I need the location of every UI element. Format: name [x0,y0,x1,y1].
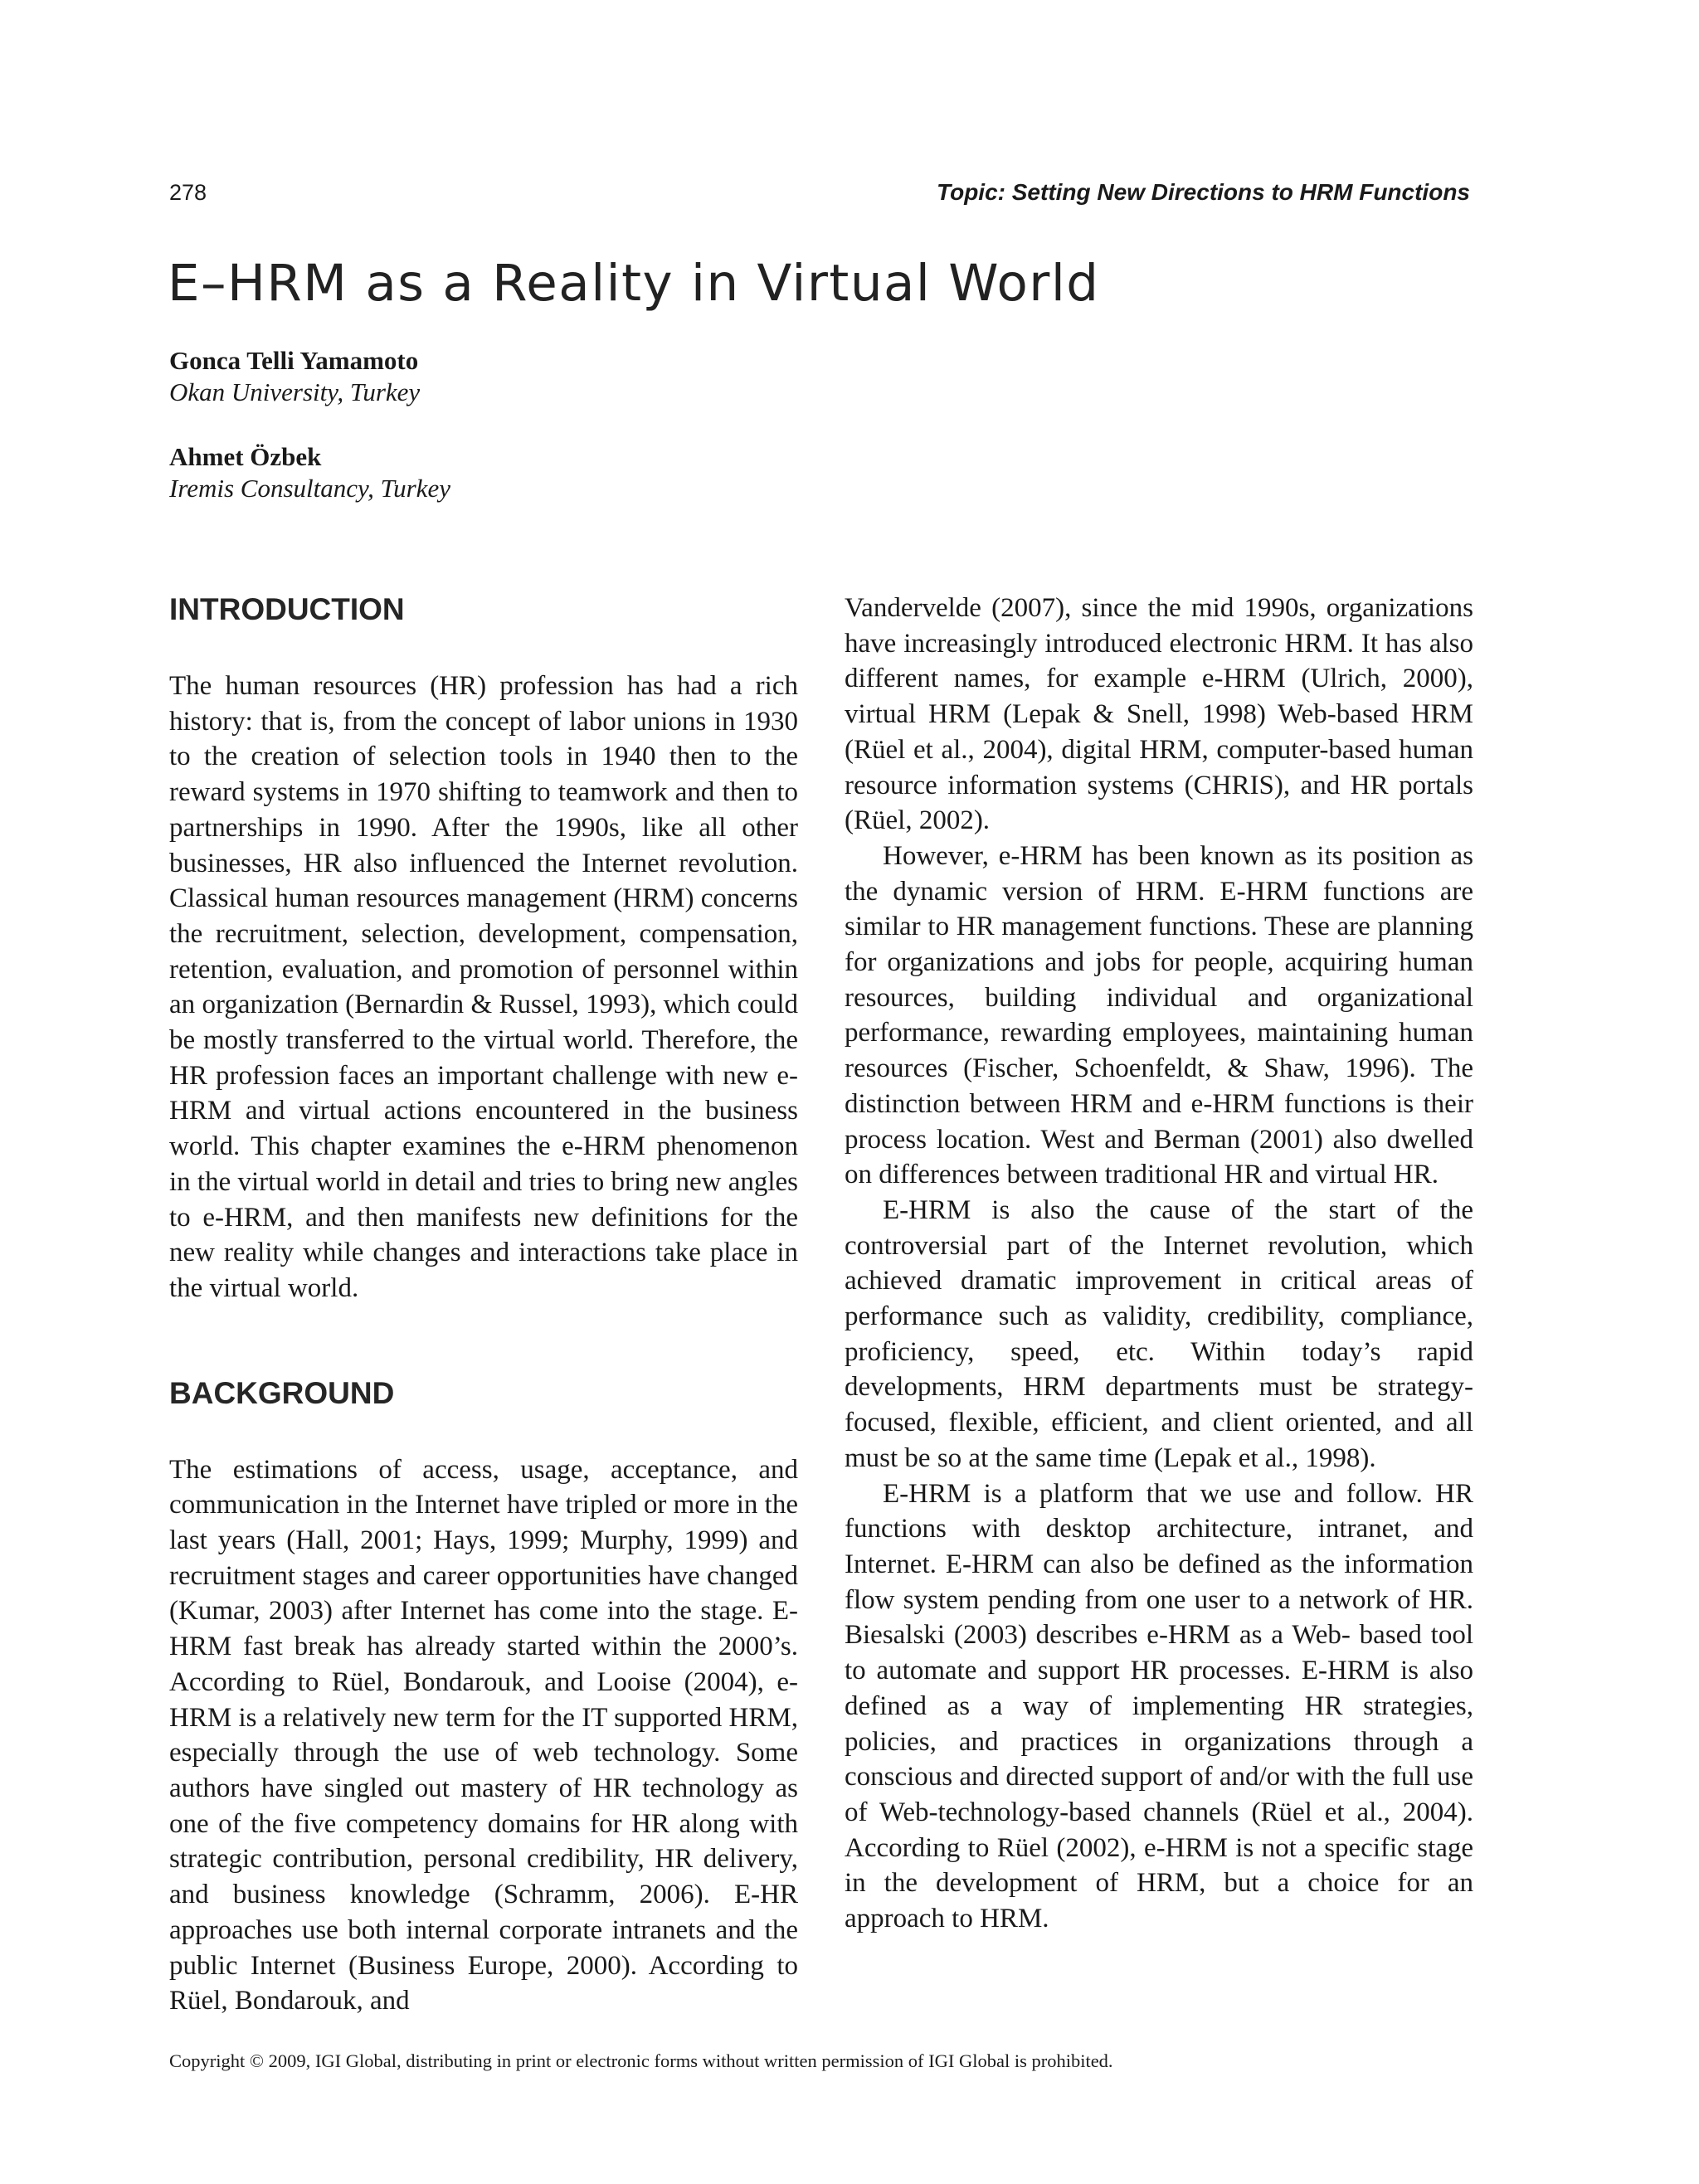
body-paragraph: However, e-HRM has been known as its position as the dynamic version of HRM. E-HRM functions are similar to HR management functions. These are planning for organizations and jobs for people, acquiring human resources, building individual and organizational performance, rewarding employees, maintaining human resources (Fischer, Schoenfeldt, & Shaw, 1996). The distinction between HRM and e-HRM functions is their process location. West and Berman (2001) also dwelled on differences between traditional HR and virtual HR. [845,840,1473,1190]
body-paragraph: The human resources (HR) profession has had a rich history: that is, from the concept of labor unions in 1930 to the creation of selection tools in 1940 then to the reward systems in 1970 shifting to teamwork and then to partnerships in 1990. After the 1990s, like all other businesses, HR also influenced the Internet revolution. Classical human resources management (HRM) concerns the recruitment, selection, development, compensation, retention, evaluation, and promotion of personnel within an organization (Bernardin & Russel, 1993), which could be mostly transferred to the virtual world. Therefore, the HR profession faces an important challenge with new e-HRM and virtual actions encountered in the business world. This chapter examines the e-HRM phenomenon in the virtual world in detail and tries to bring new angles to e-HRM, and then manifests new definitions for the new reality while changes and interactions take place in the virtual world. [169,671,798,1303]
author-affiliation: Okan University, Turkey [169,377,421,406]
copyright-footer: Copyright © 2009, IGI Global, distributing in print or electronic forms without written permission of IGI Global is prohibited. [169,2050,1113,2071]
left-column [169,591,798,2019]
right-column [845,591,1473,1937]
running-header-topic: Topic: Setting New Directions to HRM Functions [937,179,1470,205]
section-heading-background: BACKGROUND [169,1375,395,1410]
author-name: Ahmet Özbek [169,442,322,471]
body-paragraph: The estimations of access, usage, acceptance, and communication in the Internet have tripled or more in the last years (Hall, 2001; Hays, 1999; Murphy, 1999) and recruitment stages and career opportunities have changed (Kumar, 2003) after Internet has come into the stage. E-HRM fast break has already started within the 2000’s. According to Rüel, Bondarouk, and Looise (2004), e-HRM is a relatively new term for the IT supported HRM, especially through the use of web technology. Some authors have singled out mastery of HR technology as one of the five competency domains for HR along with strategic contribution, personal credibility, HR delivery, and business knowledge (Schramm, 2006). E-HR approaches use both internal corporate intranets and the public Internet (Business Europe, 2000). According to Rüel, Bondarouk, and [169,1454,798,2016]
body-paragraph: Vandervelde (2007), since the mid 1990s, organizations have increasingly introduced electronic HRM. It has also different names, for example e-HRM (Ulrich, 2000), virtual HRM (Lepak & Snell, 1998) Web-based HRM (Rüel et al., 2004), digital HRM, computer-based human resource information systems (CHRIS), and HR portals (Rüel, 2002). [845,593,1473,836]
body-paragraph: E-HRM is also the cause of the start of the controversial part of the Internet revolution, which achieved dramatic improvement in critical areas of performance such as validity, credibility, compliance, proficiency, speed, etc. Within today’s rapid developments, HRM departments must be strategy-focused, flexible, efficient, and client oriented, and all must be so at the same time (Lepak et al., 1998). [845,1194,1473,1473]
body-paragraph: E-HRM is a platform that we use and follow. HR functions with desktop architecture, intranet, and Internet. E-HRM can also be defined as the information flow system pending from one user to a network of HR. Biesalski (2003) describes e-HRM as a Web- based tool to automate and support HR processes. E-HRM is also defined as a way of implementing HR strategies, policies, and practices in organizations through a conscious and directed support of and/or with the full use of Web-technology-based channels (Rüel et al., 2004). According to Rüel (2002), e-HRM is not a specific stage in the development of HRM, but a choice for an approach to HRM. [845,1478,1473,1934]
author-name: Gonca Telli Yamamoto [169,346,419,375]
chapter-title: E–HRM as a Reality in Virtual World [168,254,1100,313]
author-block-2 [169,441,450,504]
section-heading-introduction: INTRODUCTION [169,592,405,626]
page-number: 278 [169,180,207,205]
author-affiliation: Iremis Consultancy, Turkey [169,474,450,503]
author-block-1 [169,345,420,408]
